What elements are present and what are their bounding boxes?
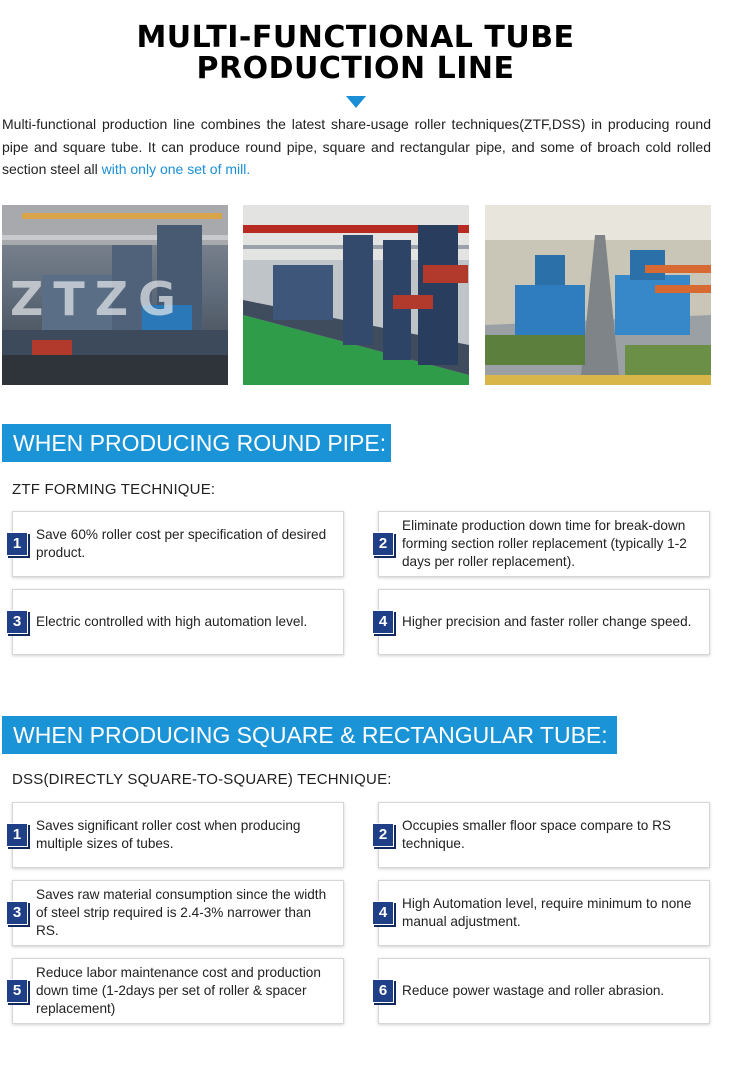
feature-card [12,511,344,577]
feature-card [378,958,710,1024]
section-banner-round: WHEN PRODUCING ROUND PIPE: [2,424,391,462]
feature-text: Saves significant roller cost when producing multiple sizes of tubes. [36,818,301,851]
feature-text: Electric controlled with high automation level. [36,614,308,629]
factory-photo-1 [2,205,228,385]
feature-text: Saves raw material consumption since the width of steel strip required is 2.4-3% narrower than RS. [36,887,327,938]
number-badge: 4 [372,610,394,634]
title-line-2: PRODUCTION LINE [196,51,515,86]
technique-heading-ztf: ZTF FORMING TECHNIQUE: [12,481,216,498]
section-banner-square: WHEN PRODUCING SQUARE & RECTANGULAR TUBE: [2,716,617,754]
intro-text: Multi-functional production line combines the latest share-usage roller techniques(ZTF,DSS) in producing round pipe and square tube. It can produce round pipe, square and rectangular pipe, and some of broach cold rolled section steel all [2,116,711,177]
feature-text: Save 60% roller cost per specification of desired product. [36,527,327,560]
feature-text: Eliminate production down time for break-down forming section roller replacement (typically 1-2 days per roller replacement). [402,518,687,569]
feature-card [378,511,710,577]
number-badge: 6 [372,979,394,1003]
number-badge: 3 [6,901,28,925]
feature-card [378,802,710,868]
feature-card [12,589,344,655]
down-triangle-icon [346,96,366,108]
number-badge: 2 [372,532,394,556]
photo-watermark: ZTZG [10,272,186,326]
feature-text: Reduce power wastage and roller abrasion. [402,983,665,998]
feature-card [12,880,344,946]
feature-card [378,589,710,655]
technique-heading-dss: DSS(DIRECTLY SQUARE-TO-SQUARE) TECHNIQUE: [12,771,392,788]
feature-card [12,802,344,868]
page-title [0,22,711,84]
number-badge: 5 [6,979,28,1003]
title-line-1: MULTI-FUNCTIONAL TUBE [136,20,575,55]
number-badge: 2 [372,823,394,847]
number-badge: 3 [6,610,28,634]
feature-card [378,880,710,946]
number-badge: 1 [6,823,28,847]
feature-text: High Automation level, require minimum to none manual adjustment. [402,896,692,929]
feature-text: Higher precision and faster roller change speed. [402,614,692,629]
factory-photo-2 [243,205,469,385]
factory-photo-3 [485,205,711,385]
feature-text: Occupies smaller floor space compare to RS technique. [402,818,671,851]
feature-card [12,958,344,1024]
number-badge: 1 [6,532,28,556]
number-badge: 4 [372,901,394,925]
feature-text: Reduce labor maintenance cost and production down time (1-2days per set of roller & spacer replacement) [36,965,321,1016]
intro-highlight: with only one set of mill. [101,161,251,177]
intro-paragraph [2,113,711,181]
